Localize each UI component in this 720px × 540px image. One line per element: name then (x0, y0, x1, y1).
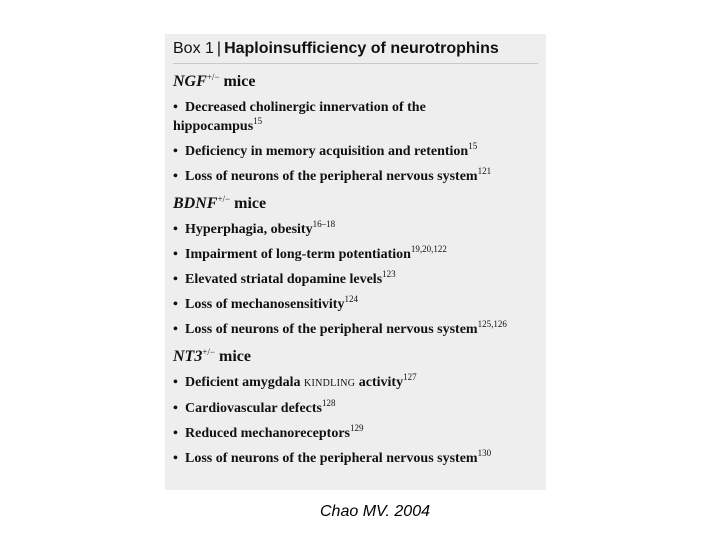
gene-name: NT3 (173, 348, 203, 365)
bullet: • (173, 272, 178, 287)
bullet: • (173, 451, 178, 466)
section-suffix: mice (234, 195, 267, 212)
item-text: Reduced mechanoreceptors (185, 426, 350, 441)
item-ref: 129 (350, 423, 364, 433)
item-text: Loss of mechanosensitivity (185, 297, 345, 312)
box-title-text: Haploinsufficiency of neurotrophins (224, 40, 499, 57)
item-smallcaps: KINDLING (303, 378, 356, 389)
item-text: Cardiovascular defects (185, 401, 322, 416)
list-item (173, 449, 538, 468)
section-suffix: mice (218, 348, 251, 365)
item-text: Elevated striatal dopamine levels (185, 272, 383, 287)
bullet: • (173, 144, 178, 159)
bullet: • (173, 247, 178, 262)
list-item (173, 295, 538, 314)
list-item (173, 142, 538, 161)
bullet: • (173, 426, 178, 441)
box-separator: | (216, 40, 222, 57)
box-label: Box 1 (173, 40, 214, 57)
item-text: Hyperphagia, obesity (185, 222, 313, 237)
section-suffix: mice (223, 73, 256, 90)
bullet: • (173, 297, 178, 312)
neurotrophin-box (165, 34, 546, 490)
list-item (173, 220, 538, 239)
item-ref: 125,126 (477, 319, 507, 329)
bullet: • (173, 100, 178, 115)
item-ref: 19,20,122 (410, 244, 447, 254)
section-title-bdnf (173, 194, 538, 214)
item-ref: 15 (253, 116, 263, 126)
genotype: +/− (202, 347, 215, 357)
bullet: • (173, 322, 178, 337)
list-item (173, 373, 538, 393)
item-text: Impairment of long-term potentiation (185, 247, 411, 262)
bullet: • (173, 401, 178, 416)
bullet: • (173, 222, 178, 237)
item-text: Deficient amygdala (185, 375, 301, 390)
item-ref: 121 (477, 166, 492, 176)
item-text: Decreased cholinergic innervation of the hippocampus (173, 100, 426, 134)
gene-name: BDNF (173, 195, 218, 212)
item-ref: 127 (403, 372, 417, 382)
item-ref: 123 (382, 269, 396, 279)
list-item (173, 98, 473, 136)
list-item (173, 424, 538, 443)
item-ref: 16–18 (312, 219, 336, 229)
item-ref: 124 (344, 294, 358, 304)
citation-caption: Chao MV. 2004 (320, 503, 430, 520)
list-item (173, 399, 538, 418)
bullet: • (173, 169, 178, 184)
genotype: +/− (206, 72, 220, 82)
item-text: Deficiency in memory acquisition and retention (185, 144, 469, 159)
item-text: Loss of neurons of the peripheral nervous system (185, 169, 478, 184)
list-item (173, 270, 538, 289)
box-title (173, 34, 538, 64)
item-text-after: activity (358, 375, 404, 390)
item-ref: 15 (468, 141, 478, 151)
section-title-ngf (173, 72, 538, 92)
gene-name: NGF (173, 73, 207, 90)
list-item (173, 320, 538, 339)
bullet: • (173, 375, 178, 390)
section-title-nt3 (173, 347, 538, 367)
genotype: +/− (217, 194, 231, 204)
item-text: Loss of neurons of the peripheral nervous system (185, 322, 478, 337)
list-item (173, 245, 538, 264)
item-ref: 128 (322, 398, 336, 408)
item-text: Loss of neurons of the peripheral nervous system (185, 451, 478, 466)
item-ref: 130 (477, 448, 492, 458)
list-item (173, 167, 538, 186)
